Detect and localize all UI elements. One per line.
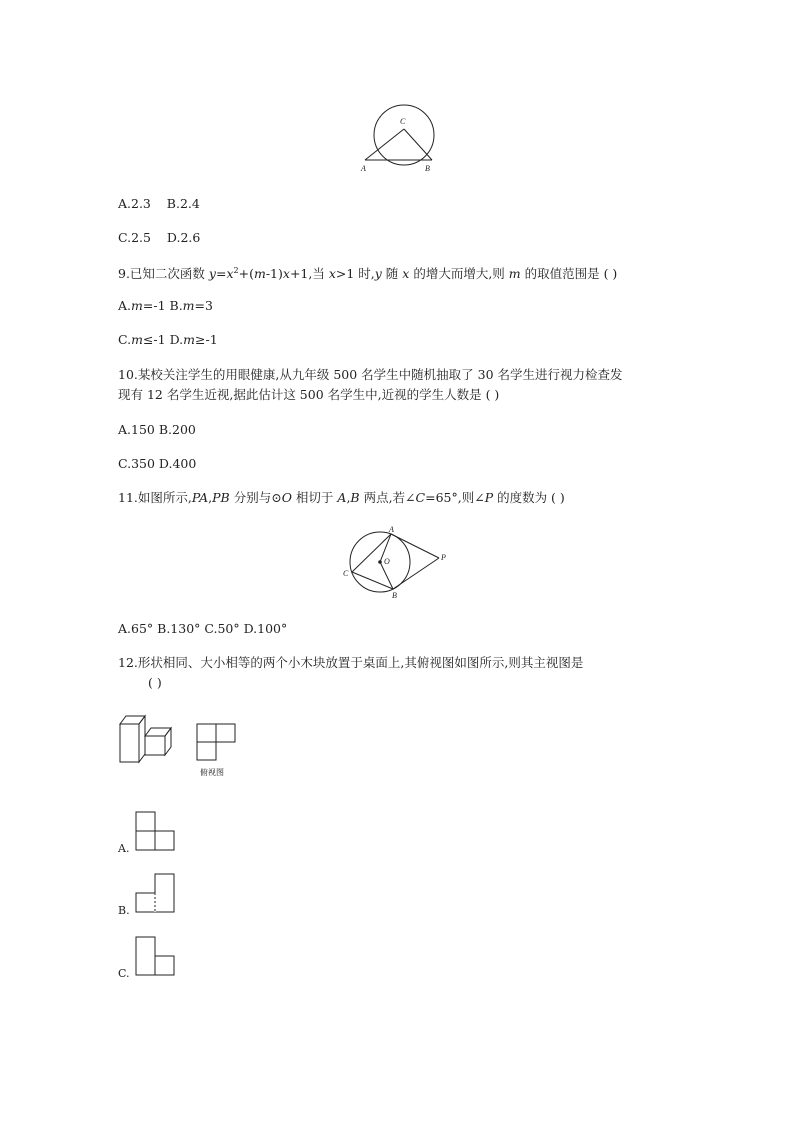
q11-options[interactable]: A.65° B.130° C.50° D.100° bbox=[118, 621, 288, 636]
option-c-label[interactable]: C. bbox=[118, 967, 130, 980]
q10-options-line2[interactable]: C.350 D.400 bbox=[118, 456, 197, 471]
option-b[interactable]: B.m=3 bbox=[165, 298, 213, 313]
q10-stem-line1: 10.某校关注学生的用眼健康,从九年级 500 名学生中随机抽取了 30 名学生进行视力检查发 bbox=[118, 367, 623, 382]
segment-ac bbox=[365, 129, 404, 160]
option-a[interactable]: A.m=-1 bbox=[118, 298, 166, 313]
label-b: B bbox=[425, 164, 430, 173]
option-c-figure[interactable] bbox=[134, 935, 179, 980]
option-b-label[interactable]: B. bbox=[118, 904, 130, 917]
q8-options-line2 bbox=[118, 230, 200, 246]
segment-bc bbox=[404, 129, 432, 160]
q9-stem: 9.已知二次函数 $y=x^2+(m-1)x+1$,当 x>1 时,y 随 x 的增大而增大,则 m 的取值范围是 ( ) bbox=[118, 266, 618, 282]
label-b: B bbox=[392, 591, 397, 600]
q12-top-view-figure bbox=[193, 720, 243, 780]
q10-options-line1[interactable]: A.150 B.200 bbox=[118, 422, 196, 437]
q11-figure bbox=[335, 522, 455, 602]
option-b[interactable]: B.2.4 bbox=[166, 196, 200, 211]
q12-stem-line1: 12.形状相同、大小相等的两个小木块放置于桌面上,其俯视图如图所示,则其主视图是 bbox=[118, 655, 584, 670]
circle-c bbox=[374, 105, 434, 165]
chord-cb bbox=[352, 572, 393, 589]
tangent-pa bbox=[391, 534, 439, 558]
q9-options-line2 bbox=[118, 332, 218, 348]
label-c: C bbox=[400, 117, 406, 126]
tangent-pb bbox=[393, 558, 439, 589]
option-d[interactable]: D.2.6 bbox=[166, 230, 201, 245]
option-a-label[interactable]: A. bbox=[118, 842, 130, 855]
option-a-figure[interactable] bbox=[134, 810, 179, 855]
option-c[interactable]: C.m≤-1 bbox=[118, 332, 166, 347]
center-o-dot bbox=[378, 560, 382, 564]
chord-ca bbox=[352, 534, 391, 572]
q8-figure bbox=[355, 96, 445, 176]
q8-options-line1 bbox=[118, 196, 200, 212]
q12-blocks-figure bbox=[115, 710, 180, 770]
option-c[interactable]: C.2.5 bbox=[118, 230, 151, 245]
label-o: O bbox=[384, 557, 390, 566]
label-a: A bbox=[361, 164, 366, 173]
label-p: P bbox=[441, 553, 446, 562]
q9-options-line1 bbox=[118, 298, 213, 314]
option-a[interactable]: A.2.3 bbox=[118, 196, 151, 211]
q10-stem-line2: 现有 12 名学生近视,据此估计这 500 名学生中,近视的学生人数是 ( ) bbox=[118, 387, 500, 402]
label-a: A bbox=[389, 525, 394, 534]
option-b-figure[interactable] bbox=[134, 872, 179, 917]
top-view-caption: 俯视图 bbox=[200, 768, 224, 777]
label-c: C bbox=[343, 569, 349, 578]
option-d[interactable]: D.m≥-1 bbox=[165, 332, 218, 347]
q12-stem-line2: ( ) bbox=[148, 675, 162, 690]
q11-stem: 11.如图所示,PA,PB 分别与⊙O 相切于 A,B 两点,若∠C=65°,则∠P 的度数为 ( ) bbox=[118, 490, 565, 505]
